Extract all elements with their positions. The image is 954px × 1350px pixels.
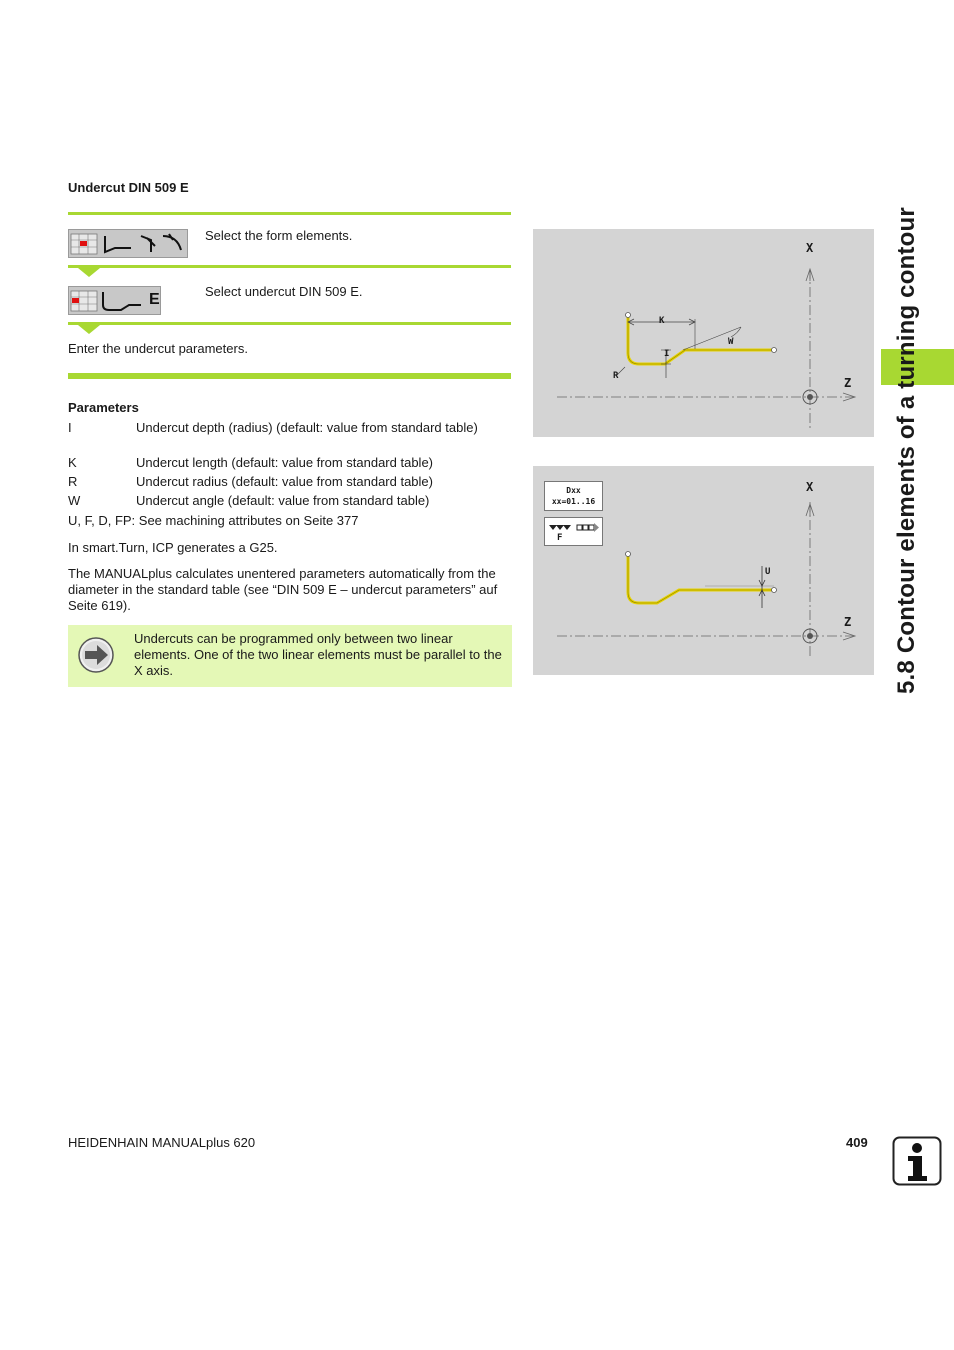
u-allowance-label: U — [765, 567, 771, 577]
param-key: I — [68, 420, 72, 435]
x-axis-label: X — [806, 241, 814, 255]
param-desc: Undercut length (default: value from standard table) — [136, 455, 434, 470]
w-angle-label: W — [728, 337, 734, 347]
paragraph-calculation: The MANUALplus calculates unentered parameters automatically from the diameter in the standard table (see “DIN 509 E – undercut parameters” auf Seite 619). — [68, 566, 498, 613]
param-row — [68, 455, 488, 471]
undercut-din509e-softkey[interactable] — [68, 286, 161, 315]
feed-softkey[interactable] — [544, 517, 603, 546]
z-axis-label: Z — [844, 376, 852, 390]
machining-attributes-note: U, F, D, FP: See machining attributes on Seite 377 — [68, 513, 359, 528]
step-divider — [68, 212, 511, 215]
param-desc: Undercut depth (radius) (default: value from standard table) — [136, 420, 478, 435]
step-1-text: Select the form elements. — [205, 228, 353, 243]
arrow-right-icon — [78, 637, 114, 673]
feed-softkey-label: F — [557, 533, 563, 543]
figure-undercut-parameters — [533, 229, 874, 437]
note-box — [68, 625, 512, 687]
step-arrow — [78, 268, 100, 277]
softkey-label: E — [149, 291, 160, 308]
param-key: K — [68, 455, 77, 470]
x-axis-label: X — [806, 480, 814, 494]
section-title: Undercut DIN 509 E — [68, 180, 189, 195]
param-key: R — [68, 474, 78, 489]
step-divider — [68, 265, 511, 268]
step-arrow — [78, 325, 100, 334]
paragraph-smart-turn: In smart.Turn, ICP generates a G25. — [68, 540, 278, 555]
form-elements-softkey[interactable] — [68, 229, 188, 258]
param-row — [68, 420, 488, 452]
d-softkey-line2: xx=01..16 — [551, 497, 596, 506]
k-dimension-label: K — [659, 316, 665, 326]
param-desc: Undercut angle (default: value from standard table) — [136, 493, 430, 508]
chapter-title: 5.8 Contour elements of a turning contour — [893, 207, 920, 694]
step-3-text: Enter the undercut parameters. — [68, 341, 248, 356]
note-text: Undercuts can be programmed only between two linear elements. One of the two linear elements must be parallel to the X axis. — [134, 631, 502, 678]
param-desc: Undercut radius (default: value from standard table) — [136, 474, 433, 489]
undercut-din509e-softkey-icon — [69, 287, 160, 314]
param-row — [68, 493, 488, 509]
undercut-drawing — [533, 229, 874, 437]
step-divider — [68, 322, 511, 325]
param-key: W — [68, 493, 81, 508]
d-softkey[interactable] — [544, 481, 603, 511]
d-softkey-line1: Dxx — [566, 486, 581, 495]
footer-manual-name: HEIDENHAIN MANUALplus 620 — [68, 1135, 256, 1150]
parameters-heading: Parameters — [68, 400, 139, 415]
steps-end-bar — [68, 373, 511, 379]
form-elements-softkey-icon — [69, 230, 187, 257]
param-row — [68, 474, 488, 490]
step-2-text: Select undercut DIN 509 E. — [205, 284, 363, 299]
r-radius-label: R — [613, 371, 619, 381]
figure-machining-attributes — [533, 466, 874, 675]
i-dimension-label: I — [664, 349, 670, 359]
page-number: 409 — [846, 1135, 868, 1150]
feed-icon — [548, 522, 600, 534]
info-icon — [892, 1136, 942, 1186]
z-axis-label: Z — [844, 615, 852, 629]
